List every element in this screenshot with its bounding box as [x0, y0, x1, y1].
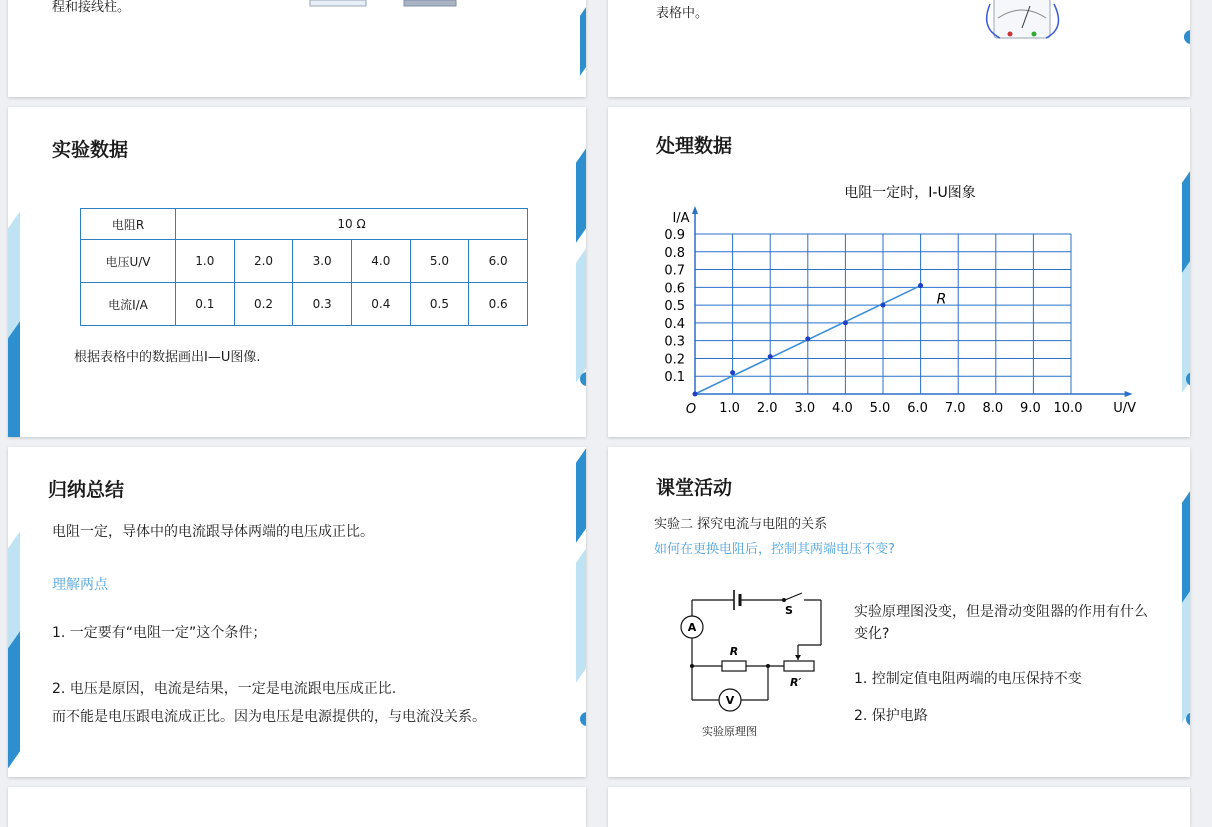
- resistor-label: R: [729, 645, 739, 658]
- table-cell: 0.5: [410, 283, 469, 326]
- decorative-dot: [1184, 30, 1190, 44]
- table-note: 根据表格中的数据画出I—U图像.: [74, 350, 261, 365]
- meter-image: [980, 0, 1070, 42]
- y-tick-label: 0.2: [664, 352, 685, 368]
- data-point: [730, 370, 735, 375]
- slide-title: 课堂活动: [656, 477, 733, 499]
- x-tick-label: 6.0: [907, 401, 928, 416]
- y-tick-label: 0.4: [664, 316, 685, 332]
- slide-text: 表格中。: [656, 6, 709, 21]
- table-cell: 0.3: [293, 283, 352, 326]
- x-tick-label: 10.0: [1053, 401, 1083, 416]
- circuit-caption: 实验原理图: [702, 725, 757, 738]
- point-2: 2. 电压是原因，电流是结果，一定是电流跟电压成正比.: [52, 681, 397, 697]
- row-label-current: 电流I/A: [81, 283, 176, 326]
- table-cell: 0.2: [234, 283, 293, 326]
- data-point: [881, 303, 886, 308]
- x-tick-label: 4.0: [832, 401, 853, 416]
- point-2-continued: 而不能是电压跟电流成正比。因为电压是电源提供的，与电流没关系。: [52, 709, 486, 725]
- table-row: [81, 240, 528, 283]
- slide-title: 实验数据: [52, 139, 129, 161]
- ammeter-label: A: [687, 621, 697, 634]
- rheostat-label: R′: [790, 676, 802, 689]
- x-axis-arrow: [1125, 391, 1133, 397]
- switch-label: S: [785, 604, 793, 617]
- circuit-diagram: [668, 582, 838, 717]
- data-table: [80, 208, 528, 326]
- table-cell: 4.0: [351, 240, 410, 283]
- slide-title: 处理数据: [656, 135, 733, 157]
- slide-activity[interactable]: [608, 447, 1190, 777]
- data-point: [768, 354, 773, 359]
- y-tick-label: 0.8: [664, 245, 685, 261]
- table-cell: 3.0: [293, 240, 352, 283]
- slide-experiment-data[interactable]: [8, 107, 586, 437]
- conclusion-text: 电阻一定，导体中的电流跟导体两端的电压成正比。: [52, 524, 374, 540]
- slide-top-right[interactable]: [608, 0, 1190, 97]
- x-tick-label: 8.0: [982, 401, 1004, 416]
- experiment-label: 实验二 探究电流与电阻的关系: [654, 517, 828, 532]
- point-1: 1. 一定要有“电阻一定”这个条件；: [52, 625, 267, 641]
- data-point: [693, 392, 698, 397]
- row-label-voltage: 电压U/V: [81, 240, 176, 283]
- y-tick-label: 0.5: [664, 299, 685, 315]
- y-tick-label: 0.3: [664, 334, 685, 350]
- answer-1: 1. 控制定值电阻两端的电压保持不变: [854, 671, 1082, 687]
- slide-bottom-left[interactable]: [8, 787, 586, 827]
- table-cell: 5.0: [410, 240, 469, 283]
- y-tick-label: 0.6: [664, 281, 685, 297]
- chart-title: 电阻一定时，I-U图象: [844, 185, 976, 201]
- slide-title: 归纳总结: [48, 479, 125, 501]
- resistance-value: 10 Ω: [176, 209, 528, 240]
- table-cell: 6.0: [469, 240, 528, 283]
- decorative-stripe: [8, 321, 20, 437]
- decorative-stripe: [576, 131, 586, 242]
- decorative-dot: [580, 712, 586, 726]
- y-tick-label: 0.9: [664, 228, 685, 243]
- table-cell: 0.1: [176, 283, 235, 326]
- decorative-dot: [580, 372, 586, 386]
- table-row: [81, 209, 528, 240]
- decorative-stripe: [8, 631, 20, 777]
- table-cell: 2.0: [234, 240, 293, 283]
- table-cell: 0.6: [469, 283, 528, 326]
- slide-bottom-right[interactable]: [608, 787, 1190, 827]
- question-text: 如何在更换电阻后，控制其两端电压不变?: [654, 542, 895, 557]
- origin-label: O: [685, 402, 697, 417]
- table-cell: 0.4: [351, 283, 410, 326]
- x-axis-label: U/V: [1113, 401, 1136, 416]
- slide-text: 程和接线柱。: [52, 0, 131, 15]
- data-point: [805, 336, 810, 341]
- x-tick-label: 1.0: [719, 401, 740, 416]
- table-cell: 1.0: [176, 240, 235, 283]
- y-axis-arrow: [692, 206, 698, 214]
- x-tick-label: 7.0: [944, 401, 966, 416]
- decorative-stripe: [576, 231, 586, 382]
- slide-process-data[interactable]: [608, 107, 1190, 437]
- decorative-dot: [1186, 712, 1190, 726]
- x-tick-label: 5.0: [869, 401, 891, 416]
- iu-chart: [608, 107, 1190, 437]
- voltmeter-label: V: [725, 694, 735, 707]
- decorative-stripe: [576, 447, 586, 543]
- table-row: [81, 283, 528, 326]
- subheading: 理解两点: [52, 577, 108, 593]
- slide-top-left[interactable]: [8, 0, 586, 97]
- data-point: [918, 283, 923, 288]
- instrument-image: [308, 0, 468, 8]
- answer-2: 2. 保护电路: [854, 708, 928, 724]
- slide-summary[interactable]: [8, 447, 586, 777]
- x-tick-label: 2.0: [756, 401, 778, 416]
- decorative-stripe: [576, 531, 586, 682]
- line-label: R: [936, 291, 947, 308]
- principle-text: 实验原理图没变，但是滑动变阻器的作用有什么变化?: [854, 604, 1148, 642]
- row-label-resistance: 电阻R: [81, 209, 176, 240]
- y-tick-label: 0.7: [664, 263, 685, 279]
- x-tick-label: 9.0: [1020, 401, 1041, 416]
- data-point: [843, 320, 848, 325]
- y-axis-label: I/A: [672, 211, 690, 226]
- y-tick-label: 0.1: [664, 370, 685, 386]
- x-tick-label: 3.0: [794, 401, 816, 416]
